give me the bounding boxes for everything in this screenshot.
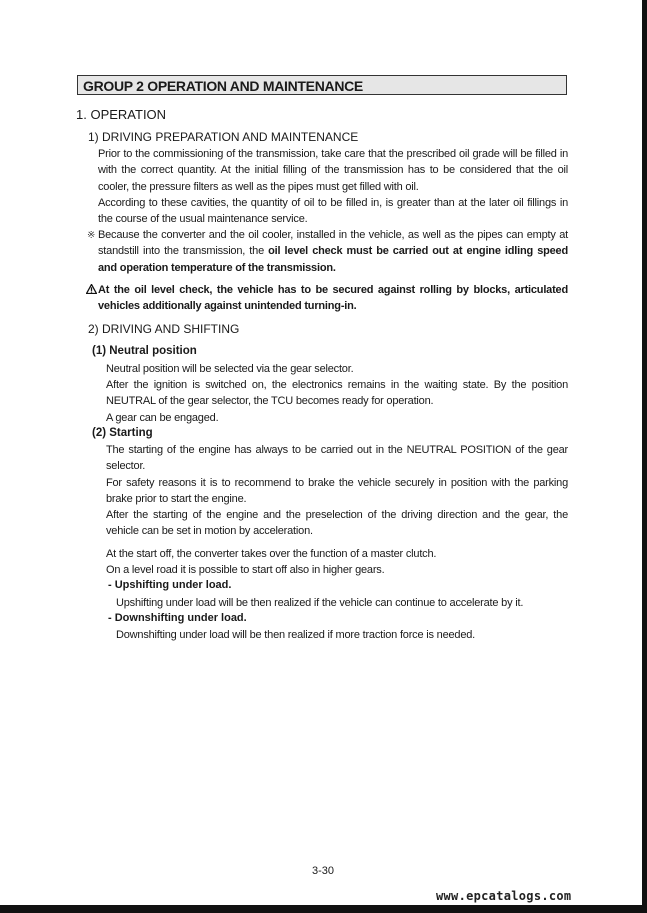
heading-downshifting: - Downshifting under load. (108, 612, 247, 624)
heading-neutral-position: (1) Neutral position (92, 345, 197, 357)
paragraph-commissioning: Prior to the commissioning of the transmission, take care that the prescribed oil grade will be filled in with the correct quantity. At the initial filling of the transmission has to be considered that the oil cooler, the pressure filters as well as the pipes must get filled with oil. (98, 148, 568, 193)
neutral-line-2: After the ignition is switched on, the electronics remains in the waiting state. By the position NEUTRAL of the gear selector, the TCU becomes ready for operation. (106, 379, 568, 408)
starting-paragraph-4: At the start off, the converter takes over the function of a master clutch. (106, 548, 437, 560)
upshifting-text: Upshifting under load will be then realized if the vehicle can continue to accelerate by it. (116, 597, 524, 609)
starting-paragraph-5: On a level road it is possible to start off also in higher gears. (106, 564, 385, 576)
group-title: GROUP 2 OPERATION AND MAINTENANCE (77, 75, 567, 95)
page-number: 3-30 (312, 865, 335, 877)
watermark: www.epcatalogs.com (436, 889, 572, 903)
note-bold-text: oil level check must be carried out at engine idling speed and operation temperature of the transmission. (98, 245, 568, 274)
section-heading-operation: 1. OPERATION (76, 107, 167, 122)
paragraph-cavities: According to these cavities, the quantity of oil to be filled in, is greater than at the later oil fillings in the course of the usual maintenance service. (98, 197, 568, 226)
paragraph-warning: At the oil level check, the vehicle has to be secured against rolling by blocks, articulated vehicles additionally against unintended turning-in. (98, 284, 568, 313)
starting-paragraph-1: The starting of the engine has always to be carried out in the NEUTRAL POSITION of the gear selector. (106, 444, 568, 473)
heading-upshifting: - Upshifting under load. (108, 579, 232, 591)
warning-icon (86, 284, 97, 294)
starting-paragraph-2: For safety reasons it is to recommend to brake the vehicle securely in position with the parking brake prior to start the engine. (106, 477, 568, 506)
starting-paragraph-3: After the starting of the engine and the preselection of the driving direction and the gear, the vehicle can be set in motion by acceleration. (106, 509, 568, 538)
note-text: Because the converter and the oil cooler, installed in the vehicle, as well as the pipes can empty at standstill into the transmission, the (98, 229, 568, 258)
subsection-heading-driving-shifting: 2) DRIVING AND SHIFTING (88, 322, 240, 336)
heading-starting: (2) Starting (92, 427, 153, 439)
neutral-line-3: A gear can be engaged. (106, 412, 219, 424)
subsection-heading-driving-preparation: 1) DRIVING PREPARATION AND MAINTENANCE (88, 130, 359, 144)
paragraph-note (98, 227, 568, 276)
note-icon: ※ (87, 230, 96, 241)
page-edge-right (642, 0, 647, 913)
neutral-line-1: Neutral position will be selected via the gear selector. (106, 363, 354, 375)
page-edge-bottom (0, 905, 647, 913)
downshifting-text: Downshifting under load will be then realized if more traction force is needed. (116, 629, 476, 641)
